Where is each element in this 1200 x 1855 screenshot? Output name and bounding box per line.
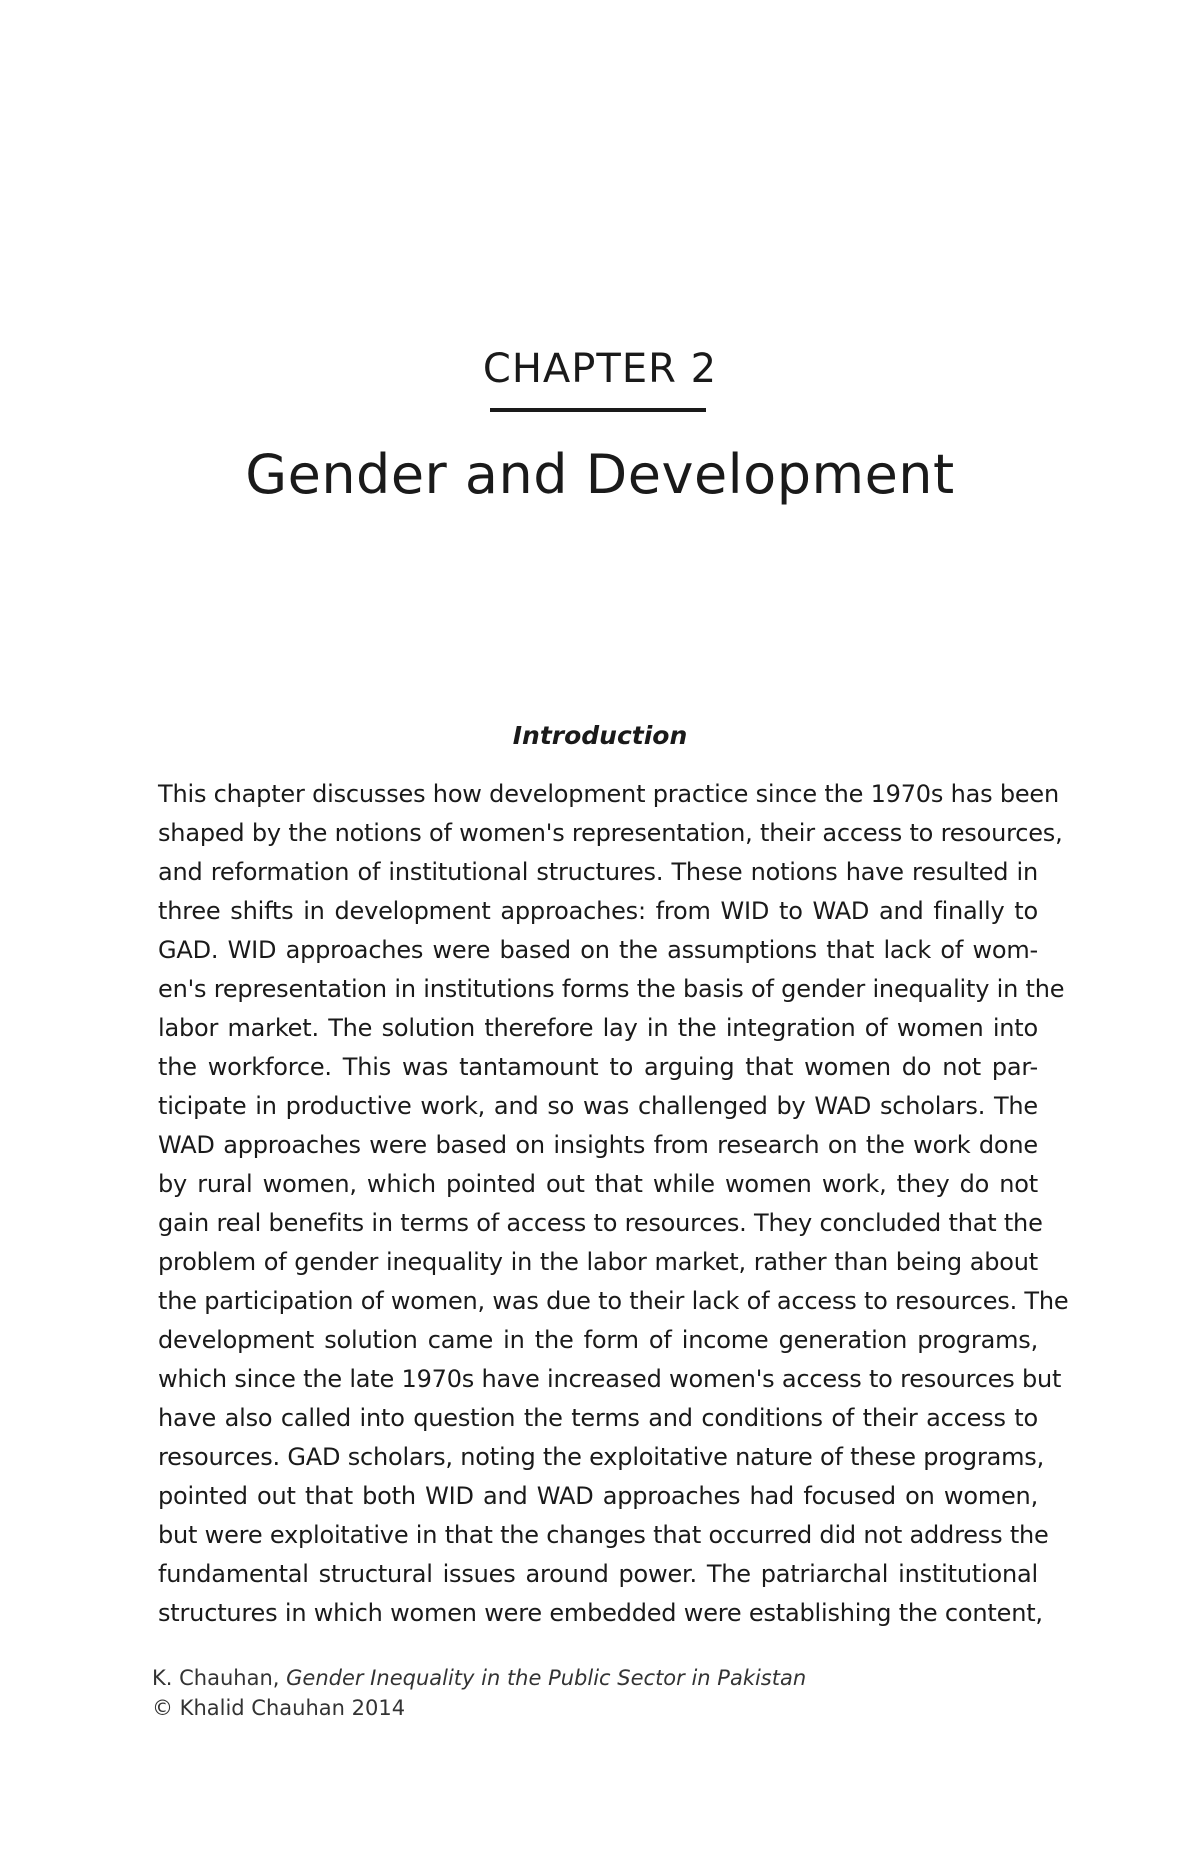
chapter-label: CHAPTER 2 xyxy=(482,346,718,392)
body-line: WAD approaches were based on insights from research on the work done xyxy=(158,1131,1038,1159)
body-line: pointed out that both WID and WAD approaches had focused on women, xyxy=(158,1482,1038,1510)
citation-line xyxy=(152,1663,806,1693)
body-line: have also called into question the terms and conditions of their access to xyxy=(158,1404,1038,1432)
body-line: resources. GAD scholars, noting the exploitative nature of these programs, xyxy=(158,1443,1045,1471)
body-line: GAD. WID approaches were based on the assumptions that lack of wom- xyxy=(158,936,1038,964)
body-line: gain real benefits in terms of access to resources. They concluded that the xyxy=(158,1209,1043,1237)
body-line: but were exploitative in that the changes that occurred did not address the xyxy=(158,1521,1049,1549)
body-line: and reformation of institutional structures. These notions have resulted in xyxy=(158,858,1038,886)
footer-copyright: © Khalid Chauhan 2014 xyxy=(152,1696,406,1720)
body-line: en's representation in institutions forms the basis of gender inequality in the xyxy=(158,975,1065,1003)
body-line: the workforce. This was tantamount to arguing that women do not par- xyxy=(158,1053,1038,1081)
body-line: fundamental structural issues around power. The patriarchal institutional xyxy=(158,1560,1038,1588)
body-line: ticipate in productive work, and so was challenged by WAD scholars. The xyxy=(158,1092,1038,1120)
footer-author: K. Chauhan, xyxy=(152,1666,287,1690)
body-line: structures in which women were embedded were establishing the content, xyxy=(158,1599,1043,1627)
body-line: This chapter discusses how development practice since the 1970s has been xyxy=(158,780,1060,808)
body-line: development solution came in the form of income generation programs, xyxy=(158,1326,1038,1354)
chapter-title: Gender and Development xyxy=(245,443,955,506)
body-line: three shifts in development approaches: from WID to WAD and finally to xyxy=(158,897,1038,925)
body-line: problem of gender inequality in the labor market, rather than being about xyxy=(158,1248,1038,1276)
chapter-rule xyxy=(490,408,706,412)
body-line: the participation of women, was due to their lack of access to resources. The xyxy=(158,1287,1069,1315)
body-paragraph xyxy=(158,775,1069,1633)
body-line: labor market. The solution therefore lay in the integration of women into xyxy=(158,1014,1038,1042)
body-line: by rural women, which pointed out that while women work, they do not xyxy=(158,1170,1038,1198)
body-line: which since the late 1970s have increased women's access to resources but xyxy=(158,1365,1062,1393)
section-heading: Introduction xyxy=(512,721,688,750)
page-footer xyxy=(152,1663,806,1723)
footer-book-title: Gender Inequality in the Public Sector in Pakistan xyxy=(286,1666,807,1690)
body-line: shaped by the notions of women's representation, their access to resources, xyxy=(158,819,1063,847)
